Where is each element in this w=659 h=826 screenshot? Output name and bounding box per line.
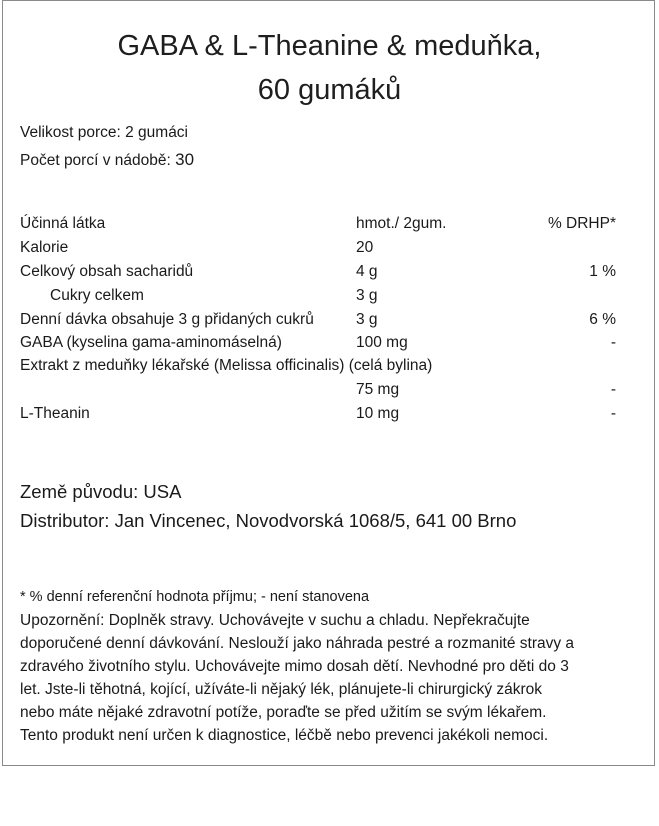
product-title-line2: 60 gumáků [257,74,402,106]
row-name: Denní dávka obsahuje 3 g přidaných cukrů [20,311,314,328]
table-row [20,237,616,259]
table-row [20,261,616,283]
country-of-origin: Země původu: USA [20,481,182,502]
row-amount: 3 g [356,311,378,328]
distributor: Distributor: Jan Vincenec, Novodvorská 1068/5, 641 00 Brno [20,510,517,531]
table-row [20,285,616,307]
header-ingredient: Účinná látka [20,215,106,232]
serving-size: Velikost porce: 2 gumáci [20,124,189,141]
table-header [20,213,616,235]
footnote: * % denní referenční hodnota příjmu; - není stanovena [20,589,370,605]
warning-line: Upozornění: Doplněk stravy. Uchovávejte v suchu a chladu. Nepřekračujte [20,612,530,629]
warning-line: let. Jste-li těhotná, kojící, užíváte-li nějaký lék, plánujete-li chirurgický zákrok [20,681,543,698]
header-dv: % DRHP* [547,215,616,232]
row-amount: 4 g [356,263,378,280]
product-title-line1: GABA & L-Theanine & meduňka, [117,30,542,62]
warning-line: nebo máte nějaké zdravotní potíže, poraďte se před užitím se svým lékařem. [20,704,547,721]
table-row [20,379,616,401]
table-row [20,403,616,425]
row-name: Cukry celkem [50,287,144,304]
warning-line: doporučené denní dávkování. Neslouží jako náhrada pestré a rozmanité stravy a [20,635,575,652]
row-name: Kalorie [20,239,69,256]
row-dv: - [610,405,616,422]
table-row [20,355,616,377]
row-name: Extrakt z meduňky lékařské (Melissa officinalis) (celá bylina) [20,357,433,374]
row-name: Celkový obsah sacharidů [20,263,194,280]
row-amount: 100 mg [356,334,408,351]
row-dv: - [610,334,616,351]
row-dv: - [610,381,616,398]
warning-line: Tento produkt není určen k diagnostice, léčbě nebo prevenci jakékoli nemoci. [20,727,549,744]
servings-per-container-label: Počet porcí v nádobě: [20,152,171,169]
table-row [20,309,616,331]
row-amount: 3 g [356,287,378,304]
row-dv: 6 % [589,311,616,328]
row-amount: 20 [356,239,374,256]
header-amount: hmot./ 2gum. [356,215,447,232]
warning-line: zdravého životního stylu. Uchovávejte mimo dosah dětí. Nevhodné pro děti do 3 [20,658,569,675]
table-row [20,332,616,354]
warning-text [20,609,633,747]
row-dv: 1 % [589,263,616,280]
servings-per-container [20,150,194,171]
row-name: L-Theanin [20,405,90,422]
row-name: GABA (kyselina gama-aminomáselná) [20,334,282,351]
row-amount: 75 mg [356,381,400,398]
servings-per-container-value: 30 [175,150,195,169]
row-amount: 10 mg [356,405,400,422]
